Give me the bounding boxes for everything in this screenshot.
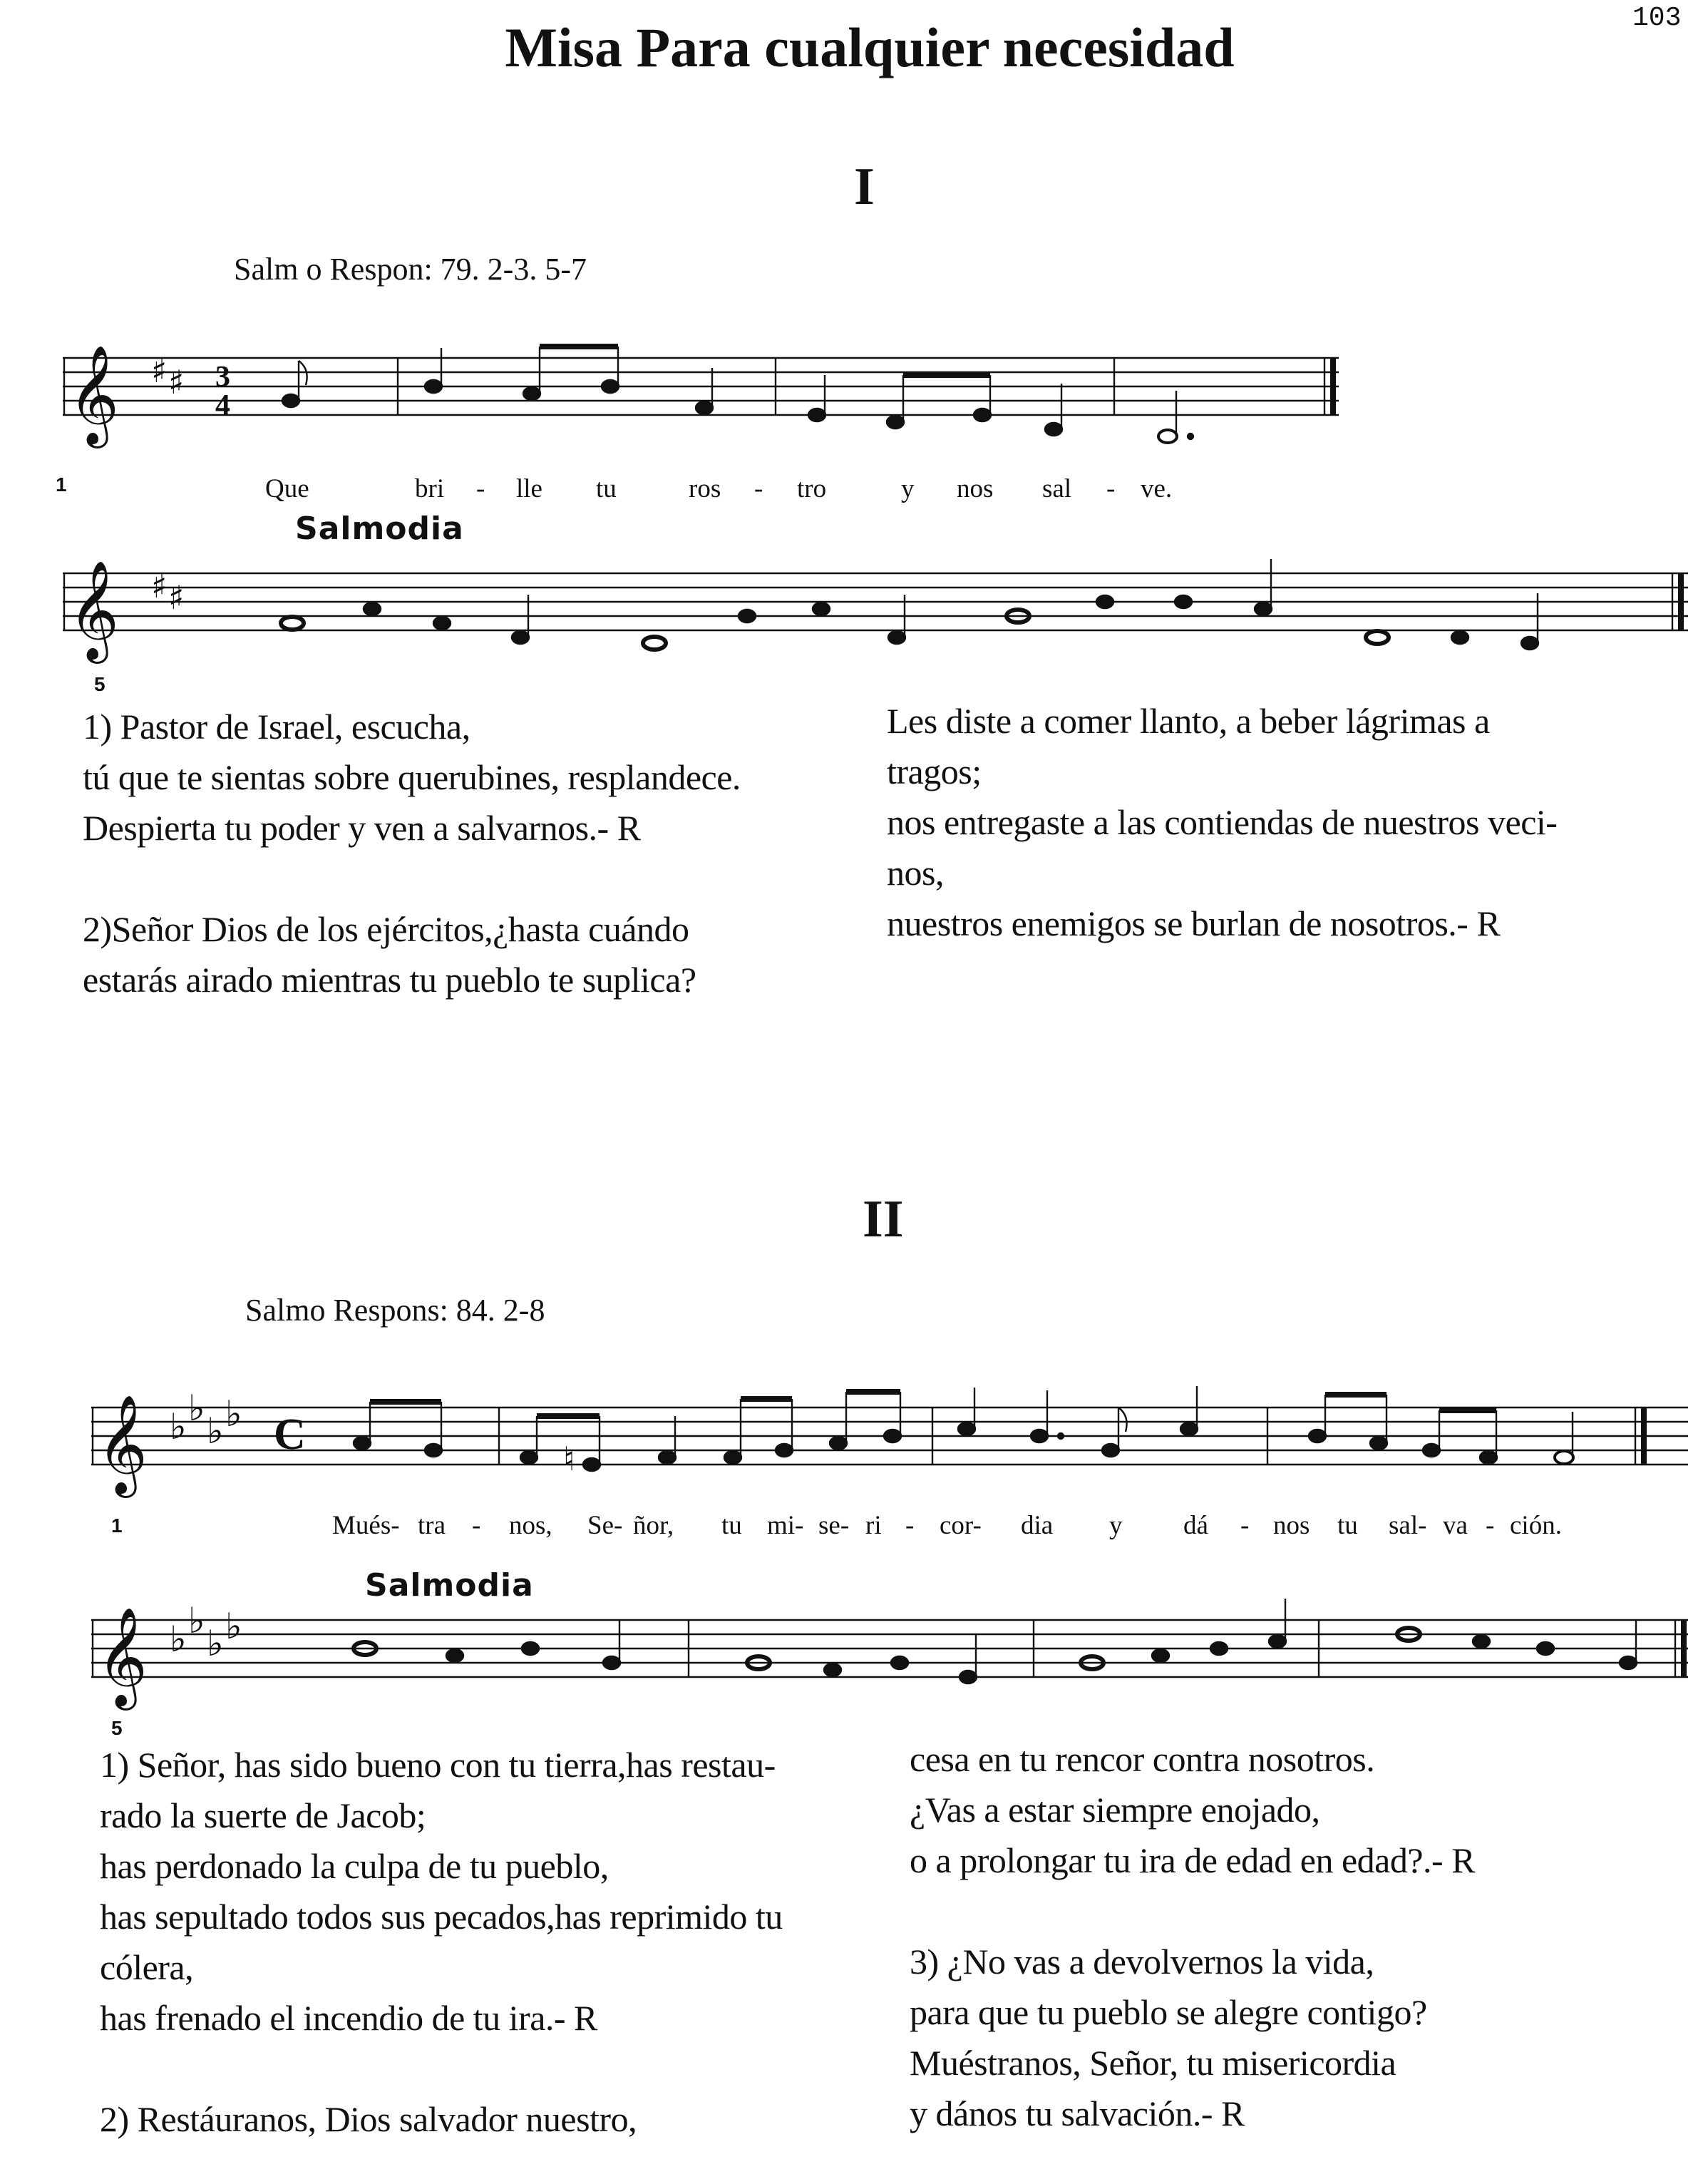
- verse-line: [83, 853, 741, 904]
- svg-text:𝄞: 𝄞: [68, 345, 119, 444]
- lyric-syllable: ve.: [1141, 474, 1173, 503]
- verse-line: 1) Pastor de Israel, escucha,: [83, 707, 470, 747]
- verse-line: tragos;: [887, 752, 982, 791]
- verse-line: tú que te sientas sobre querubines, resplandece.: [83, 757, 741, 797]
- psalmody-label: Salmodia: [365, 1567, 534, 1604]
- svg-text:♭: ♭: [225, 1393, 242, 1435]
- lyric-syllable: sal-: [1389, 1511, 1427, 1540]
- lyric-syllable: ros: [689, 474, 721, 503]
- lyric-syllable: Que: [265, 474, 309, 503]
- lyric-syllable: bri: [415, 474, 445, 503]
- lyric-syllable: tu: [596, 474, 617, 503]
- svg-text:𝄞: 𝄞: [68, 560, 119, 660]
- verse-line: nuestros enemigos se burlan de nosotros.- R: [887, 903, 1501, 943]
- verse-line: Les diste a comer llanto, a beber lágrimas a: [887, 701, 1490, 741]
- verses-right: [910, 1734, 1475, 2139]
- svg-text:C: C: [274, 1410, 306, 1459]
- svg-text:♮: ♮: [563, 1440, 575, 1478]
- lyric-syllable: tu: [1337, 1511, 1358, 1540]
- lyric-syllable: ñor,: [633, 1511, 674, 1540]
- psalm-reference: Salmo Respons: 84. 2-8: [245, 1293, 545, 1328]
- svg-text:♭: ♭: [207, 1410, 224, 1452]
- verses-left: [100, 1740, 783, 2145]
- verse-line: [910, 1886, 1475, 1937]
- lyric-syllable: ción.: [1510, 1511, 1562, 1540]
- svg-text:♭: ♭: [170, 1406, 187, 1447]
- verse-line: ¿Vas a estar siempre enojado,: [910, 1790, 1320, 1830]
- verse-line: [100, 2044, 783, 2094]
- verse-line: 1) Señor, has sido bueno con tu tierra,has restau-: [100, 1745, 776, 1785]
- lyric-syllable: y: [901, 474, 915, 503]
- svg-text:♭: ♭: [225, 1606, 242, 1647]
- svg-text:4: 4: [215, 389, 230, 422]
- lyric-syllable: tro: [797, 474, 827, 503]
- svg-text:♭: ♭: [188, 1600, 205, 1641]
- lyric-syllable: nos: [1273, 1511, 1310, 1540]
- lyric-syllable: -: [476, 474, 485, 503]
- verse-line: o a prolongar tu ira de edad en edad?.- R: [910, 1840, 1476, 1880]
- lyric-syllable: -: [1486, 1511, 1495, 1540]
- page-title: Misa Para cualquier necesidad: [505, 16, 1235, 78]
- psalm-reference: Salm o Respon: 79. 2-3. 5-7: [234, 252, 587, 287]
- verse-line: has sepultado todos sus pecados,has reprimido tu: [100, 1897, 783, 1937]
- lyric-syllable: -: [1106, 474, 1116, 503]
- svg-text:♯: ♯: [151, 352, 168, 390]
- lyric-syllable: -: [1240, 1511, 1250, 1540]
- lyric-syllable: se-: [818, 1511, 850, 1540]
- lyric-syllable: Se-: [587, 1511, 623, 1540]
- lyric-syllable: tu: [721, 1511, 742, 1540]
- lyric-syllable: -: [754, 474, 763, 503]
- verse-line: Muéstranos, Señor, tu misericordia: [910, 2043, 1396, 2083]
- svg-text:𝄞: 𝄞: [97, 1395, 148, 1494]
- svg-text:♯: ♯: [168, 578, 185, 617]
- lyric-syllable: cor-: [940, 1511, 982, 1540]
- svg-text:♯: ♯: [151, 567, 168, 605]
- lyric-syllable: dia: [1021, 1511, 1054, 1540]
- svg-text:3: 3: [215, 361, 230, 394]
- section-numeral: I: [854, 158, 875, 216]
- section-numeral: II: [863, 1190, 904, 1249]
- lyric-syllable: y: [1109, 1511, 1123, 1540]
- verse-line: 2)Señor Dios de los ejércitos,¿hasta cuándo: [83, 909, 689, 949]
- psalmody-label: Salmodia: [295, 511, 464, 547]
- verse-line: has perdonado la culpa de tu pueblo,: [100, 1846, 609, 1886]
- page-number: 103: [1632, 3, 1682, 34]
- measure-number: 5: [94, 673, 106, 695]
- verse-line: rado la suerte de Jacob;: [100, 1795, 426, 1835]
- verses-right: [887, 696, 1557, 949]
- measure-number: 1: [56, 473, 67, 496]
- measure-number: 1: [111, 1514, 123, 1537]
- lyric-syllable: -: [905, 1511, 915, 1540]
- verse-line: nos,: [887, 853, 944, 893]
- verses-left: [83, 702, 741, 1005]
- verse-line: y dános tu salvación.- R: [910, 2093, 1245, 2133]
- lyric-syllable: dá: [1183, 1511, 1208, 1540]
- svg-text:♭: ♭: [188, 1388, 205, 1429]
- lyric-syllable: -: [472, 1511, 481, 1540]
- lyric-syllable: mi-: [767, 1511, 804, 1540]
- svg-text:𝄞: 𝄞: [97, 1607, 148, 1706]
- verse-line: 2) Restáuranos, Dios salvador nuestro,: [100, 2099, 637, 2139]
- verse-line: has frenado el incendio de tu ira.- R: [100, 1998, 597, 2038]
- lyric-syllable: lle: [516, 474, 542, 503]
- lyric-syllable: va: [1443, 1511, 1468, 1540]
- verse-line: nos entregaste a las contiendas de nuestros veci-: [887, 802, 1558, 842]
- lyric-syllable: Mués-: [332, 1511, 400, 1540]
- music-staff: [63, 345, 1695, 444]
- verse-line: estarás airado mientras tu pueblo te suplica?: [83, 960, 696, 1000]
- lyric-syllable: tra: [418, 1511, 446, 1540]
- verse-line: Despierta tu poder y ven a salvarnos.- R: [83, 808, 641, 848]
- svg-text:♭: ♭: [207, 1623, 224, 1664]
- verse-line: cólera,: [100, 1947, 194, 1987]
- music-staff: [63, 1600, 1695, 1706]
- lyric-syllable: sal: [1042, 474, 1072, 503]
- verse-line: para que tu pueblo se alegre contigo?: [910, 1992, 1427, 2032]
- lyric-syllable: nos: [957, 474, 994, 503]
- music-staff: [63, 560, 1695, 660]
- svg-text:♯: ♯: [168, 363, 185, 401]
- svg-text:♭: ♭: [170, 1619, 187, 1660]
- verse-line: cesa en tu rencor contra nosotros.: [910, 1739, 1375, 1779]
- music-staff: [63, 1388, 1695, 1494]
- verse-line: 3) ¿No vas a devolvernos la vida,: [910, 1942, 1374, 1981]
- measure-number: 5: [111, 1717, 123, 1739]
- lyric-syllable: nos,: [509, 1511, 552, 1540]
- lyric-syllable: ri: [865, 1511, 882, 1540]
